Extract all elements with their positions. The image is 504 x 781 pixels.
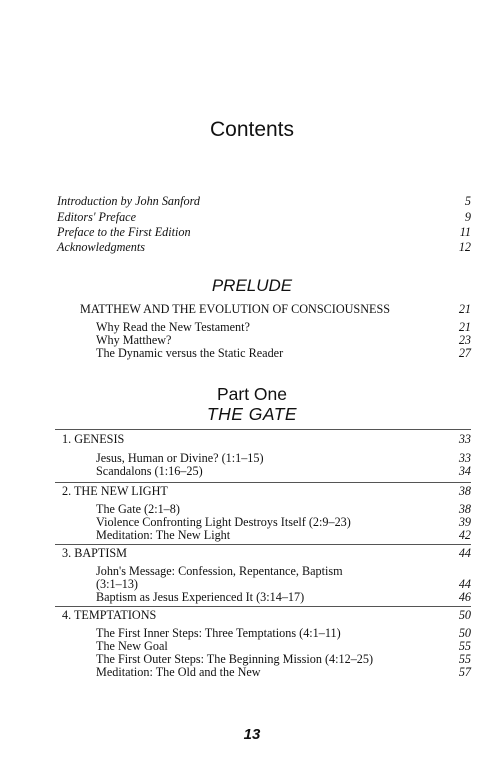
toc-chapter-page: 38 — [458, 484, 471, 498]
toc-entry-page: 55 — [458, 639, 471, 653]
toc-chapter-page: 33 — [458, 432, 471, 446]
toc-entry-page: 12 — [458, 240, 471, 254]
toc-entry — [96, 346, 471, 361]
toc-entry-page: 50 — [458, 626, 471, 640]
toc-entry-preface-first-edition — [57, 225, 471, 240]
toc-entry-title: Why Read the New Testament? — [96, 320, 250, 334]
toc-chapter-title: 4. TEMPTATIONS — [62, 608, 157, 622]
toc-entry-title: The First Outer Steps: The Beginning Mission (4:12–25) — [96, 652, 374, 666]
toc-entry-page: 5 — [464, 194, 471, 208]
toc-entry-page: 42 — [458, 528, 471, 542]
toc-chapter-page: 50 — [458, 608, 471, 622]
page-title: Contents — [209, 118, 295, 141]
toc-entry-title: Scandalons (1:16–25) — [96, 464, 203, 478]
toc-entry-title: Acknowledgments — [57, 240, 145, 254]
toc-entry-title: Meditation: The New Light — [96, 528, 231, 542]
toc-entry-title: Introduction by John Sanford — [57, 194, 200, 208]
toc-chapter — [62, 484, 471, 499]
toc-entry-page: 55 — [458, 652, 471, 666]
toc-entry-title: Editors' Preface — [57, 210, 136, 224]
toc-entry-introduction — [57, 194, 471, 209]
toc-chapter-page: 44 — [458, 546, 471, 560]
toc-entry-page: 57 — [458, 665, 471, 679]
toc-entry-page: 9 — [464, 210, 471, 224]
toc-entry-title: Meditation: The Old and the New — [96, 665, 261, 679]
toc-entry-title: The First Inner Steps: Three Temptations (4:1–11) — [96, 626, 341, 640]
toc-entry-title: Why Matthew? — [96, 333, 172, 347]
toc-entry-title: Violence Confronting Light Destroys Itself (2:9–23) — [96, 515, 351, 529]
toc-entry-page: 33 — [458, 451, 471, 465]
toc-entry-page: 46 — [458, 590, 471, 604]
toc-chapter-title: MATTHEW AND THE EVOLUTION OF CONSCIOUSNESS — [80, 302, 390, 316]
toc-chapter — [62, 608, 471, 623]
toc-entry-title: Jesus, Human or Divine? (1:1–15) — [96, 451, 264, 465]
toc-entry-page: 27 — [458, 346, 471, 360]
part-label: Part One — [216, 384, 288, 404]
toc-entry-editors-preface — [57, 210, 471, 225]
prelude-heading: PRELUDE — [211, 276, 293, 295]
toc-entry-title-continued: (3:1–13) — [96, 577, 138, 591]
divider — [55, 429, 471, 430]
divider — [55, 482, 471, 483]
toc-chapter-title: 3. BAPTISM — [62, 546, 128, 560]
toc-entry — [96, 528, 471, 543]
toc-entry-page: 39 — [458, 515, 471, 529]
toc-entry-title: The New Goal — [96, 639, 168, 653]
page-number: 13 — [243, 726, 261, 743]
toc-chapter — [62, 546, 471, 561]
toc-entry-acknowledgments — [57, 240, 471, 255]
toc-chapter — [62, 432, 471, 447]
toc-chapter-prelude — [80, 302, 471, 317]
toc-entry-title: The Gate (2:1–8) — [96, 502, 180, 516]
toc-entry-page: 11 — [459, 225, 471, 239]
toc-entry-title: Baptism as Jesus Experienced It (3:14–17) — [96, 590, 305, 604]
toc-entry-page: 34 — [458, 464, 471, 478]
toc-chapter-page: 21 — [458, 302, 471, 316]
part-heading: THE GATE — [206, 404, 298, 424]
toc-entry-page: 21 — [458, 320, 471, 334]
toc-entry-title: John's Message: Confession, Repentance, Baptism — [96, 564, 343, 578]
toc-entry — [96, 665, 471, 680]
toc-chapter-title: 2. THE NEW LIGHT — [62, 484, 168, 498]
toc-entry-page: 44 — [458, 577, 471, 591]
toc-entry — [96, 464, 471, 479]
toc-entry-title: Preface to the First Edition — [57, 225, 191, 239]
divider — [55, 544, 471, 545]
toc-chapter-title: 1. GENESIS — [62, 432, 125, 446]
toc-entry-page: 38 — [458, 502, 471, 516]
toc-entry-page: 23 — [458, 333, 471, 347]
divider — [55, 606, 471, 607]
toc-entry-title: The Dynamic versus the Static Reader — [96, 346, 284, 360]
toc-entry — [96, 590, 471, 605]
